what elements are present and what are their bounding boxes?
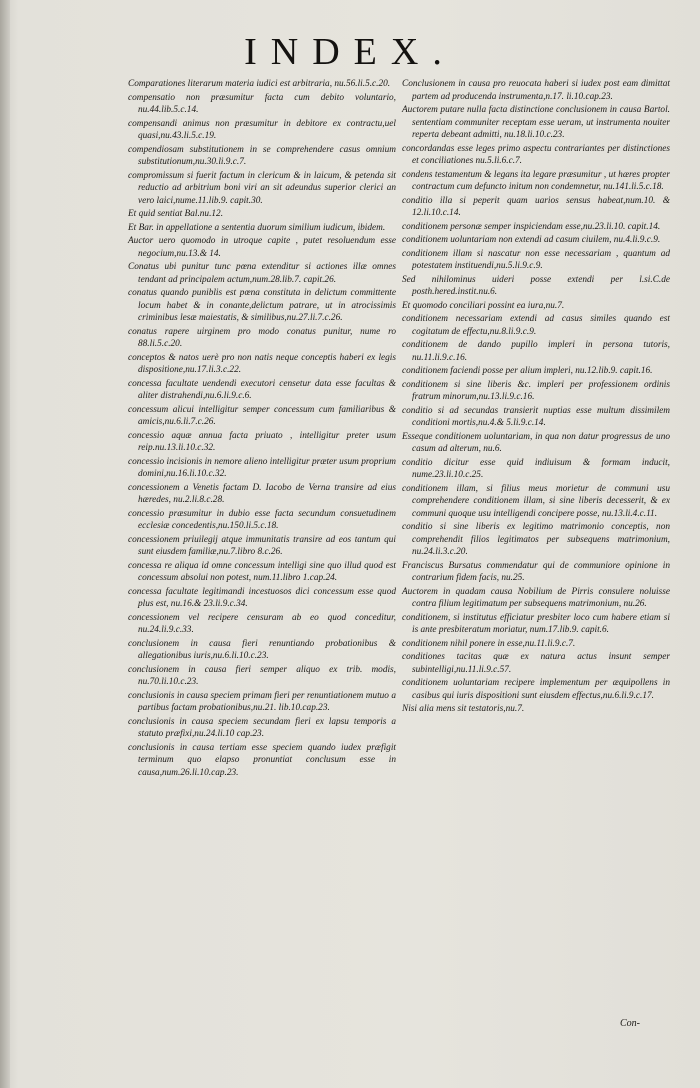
index-entry: conditio si ad secundas transierit nuptias esse multum dissimilem conditioni mortis,nu.4.& 5.li.9.c.14. xyxy=(402,405,670,428)
right-column xyxy=(402,78,670,717)
index-entry: conditionem uoluntariam non extendi ad casum ciuilem, nu.4.li.9.c.9. xyxy=(402,235,661,245)
index-entry: conditionem faciendi posse per alium impleri, nu.12.lib.9. capit.16. xyxy=(402,366,653,376)
index-entry: concessa re aliqua id omne concessum intelligi sine quo illud quod est concessum absolui non potest, num.11.libro 1.cap.24. xyxy=(128,560,396,583)
index-entry: concessionem a Venetis factam D. Iacobo de Verna transire ad eius hæredes, nu.2.li.8.c.28. xyxy=(128,482,396,505)
index-entry: conditiones tacitas quæ ex natura actus insunt semper subintelligi,nu.11.li.9.c.57. xyxy=(402,652,670,675)
index-entry: concessionem priuilegij atque immunitatis transire ad eos tantum qui sunt eiusdem familiæ,nu.7.libro 8.c.26. xyxy=(128,534,396,557)
index-entry: conditionem si sine liberis &c. impleri per professionem ordinis fratrum minorum,nu.13.li.9.c.16. xyxy=(402,379,670,402)
index-entry: concordandas esse leges primo aspectu contrariantes per distinctiones et conciliationes nu.5.li.6.c.7. xyxy=(402,143,670,166)
index-entry: Et Bar. in appellatione a sententia duorum similium iudicum, ibidem. xyxy=(128,222,386,233)
index-entry: conditionem necessariam extendi ad casus similes quando est cogitatum de effectu,nu.8.li.9.c.9. xyxy=(402,314,670,337)
index-entry: conditionem personæ semper inspiciendam esse,nu.23.li.10. capit.14. xyxy=(402,221,661,232)
index-entry: Conclusionem in causa pro reuocata haberi si iudex post eam dimittat partem ad producenda instrumenta,n.17. li.10.cap.23. xyxy=(402,79,670,102)
index-entry: concessionem vel recipere censuram ab eo quod conceditur, nu.24.li.9.c.33. xyxy=(128,612,396,635)
index-entry: concessa facultate uendendi executori censetur data esse facultas & aliter distrahendi,nu.6.li.9.c.6. xyxy=(128,378,396,401)
index-entry: concessio aquæ annua facta priuato , intelligitur preter usum reip.nu.13.li.10.c.32. xyxy=(128,430,396,453)
index-entry: conclusionis in causa tertiam esse speciem quando iudex præfigit terminum quo elapso pronuntiat conclusum esse in causa,num.26.li.10.cap.23. xyxy=(128,742,396,778)
index-entry: conclusionem in causa fieri renuntiando probationibus & allegationibus iuris,nu.6.li.10.c.23. xyxy=(128,638,396,661)
index-entry: conclusionis in causa speciem primam fieri per renuntiationem mutuo a partibus factam probationibus,nu.21. lib.10.cap.23. xyxy=(128,690,396,713)
index-entry: Esseque conditionem uoluntariam, in qua non datur progressus de uno casum ad alterum, nu.6. xyxy=(402,431,670,454)
left-column xyxy=(128,78,396,780)
index-entry: conatus rapere uirginem pro modo conatus punitur, nume ro 88.li.5.c.20. xyxy=(128,326,396,349)
index-entry: concessio incisionis in nemore alieno intelligitur præter usum proprium domini,nu.16.li.10.c.32. xyxy=(128,456,396,479)
index-entry: Et quid sentiat Bal.nu.12. xyxy=(128,209,224,219)
index-entry: Auctor uero quomodo in utroque capite , putet resoluendum esse negocium,nu.13.& 14. xyxy=(128,236,396,259)
index-entry: Conatus ubi punitur tunc pœna extenditur si actiones illæ omnes tendant ad principalem actum,num.28.lib.7. capit.26. xyxy=(128,262,396,285)
index-entry: conclusionem in causa fieri semper aliquo ex trib. modis, nu.70.li.10.c.23. xyxy=(128,664,396,687)
index-entry: Auctorem putare nulla facta distinctione conclusionem in causa Bartol. sententiam communiter receptam esse ueram, ut instrumenta nouiter reperta debeant admitti, nu.18.li.10.c.23. xyxy=(402,105,670,140)
index-entry: concessa facultate legitimandi incestuosos dici concessum esse quod plus est, nu.16.& 23.li.9.c.34. xyxy=(128,586,396,609)
index-entry: conceptos & natos uerè pro non natis neque conceptis haberi ex legis dispositione,nu.17.li.3.c.22. xyxy=(128,352,396,375)
index-entry: compensatio non præsumitur facta cum debito voluntario, nu.44.lib.5.c.14. xyxy=(128,92,396,115)
index-entry: Auctorem in quadam causa Nobilium de Pirris consulere noluisse contra filium legitimatum per subsequens matrimonium, nu.26. xyxy=(402,586,670,609)
binding-gutter xyxy=(0,0,10,1088)
index-entry: conditio illa si peperit quam uarios sensus habeat,num.10. & 12.li.10.c.14. xyxy=(402,195,670,218)
index-entry: Franciscus Bursatus commendatur qui de communiore opinione in contrarium fidem facis, nu.25. xyxy=(402,560,670,583)
index-entry: Nisi alia mens sit testatoris,nu.7. xyxy=(402,704,525,714)
index-entry: Comparationes literarum materia iudici est arbitraria, nu.56.li.5.c.20. xyxy=(128,79,391,89)
index-entry: conditio dicitur esse quid indiuisum & formam inducit, nume.23.li.10.c.25. xyxy=(402,457,670,480)
index-entry: conditionem nihil ponere in esse,nu.11.li.9.c.7. xyxy=(402,638,576,649)
index-entry: conatus quando puniblis est pœna constituta in delictum committente locum habet & in conante,delictum patrare, ut in atrocissimis criminibus lesæ maiestatis, & similibus,nu.27.li.7.c.26. xyxy=(128,288,396,323)
index-entry: concessum alicui intelligitur semper concessum cum familiaribus & amicis,nu.6.li.7.c.26. xyxy=(128,404,396,427)
index-entry: Et quomodo conciliari possint ea iura,nu.7. xyxy=(402,300,565,311)
page-title: INDEX. xyxy=(244,31,456,73)
index-entry: conditionem, si institutus efficiatur presbiter loco cum habere etiam si is ante presbiteratum moriatur, num.17.lib.9. capit.6. xyxy=(402,612,670,635)
index-entry: concessio præsumitur in dubio esse facta secundum consuetudinem ecclesiæ concedentis,nu.150.li.5.c.18. xyxy=(128,508,396,531)
index-entry: conditionem uoluntariam recipere implementum per æquipollens in casibus qui iuris dispositioni sunt eiusdem effectus,nu.6.li.9.c.17. xyxy=(402,678,670,701)
index-entry: conditionem illam, si filius meus morietur de communi usu comprehendere conditionem illam, si sine liberis decesserit, & ex communi quoque usu intelligendi concipere posse, nu.13.li.4.c.11. xyxy=(402,483,670,519)
index-entry: condens testamentum & legans ita legare præsumitur , ut hæres propter contractum cum defuncto initum non condemnetur, nu.141.li.5.c.18. xyxy=(402,169,670,192)
index-entry: conditionem illam si nascatur non esse necessariam , quantum ad potestatem instituendi,nu.5.li.9.c.9. xyxy=(402,248,670,271)
index-entry: Sed nihilominus uideri posse extendi per l.si.C.de posth.hered.instit.nu.6. xyxy=(402,274,670,297)
index-entry: compensandi animus non præsumitur in debitore ex contractu,uel quasi,nu.43.li.5.c.19. xyxy=(128,118,396,141)
catchword: Con- xyxy=(620,1018,640,1029)
index-entry: conclusionis in causa speciem secundam fieri ex lapsu temporis a statuto præfixi,nu.24.li.10 cap.23. xyxy=(128,716,396,739)
index-entry: conditionem de dando pupillo impleri in persona tutoris, nu.11.li.9.c.16. xyxy=(402,340,670,363)
index-entry: conditio si sine liberis ex legitimo matrimonio conceptis, non comprehendit filios legitimatos per subsequens matrimonium, nu.24.li.3.c.20. xyxy=(402,522,670,557)
index-entry: compendiosam substitutionem in se comprehendere casus omnium substitutionum,nu.30.li.9.c.7. xyxy=(128,144,396,167)
index-entry: compromissum si fuerit factum in clericum & in laicum, & petenda sit reductio ad arbitrium boni viri an sit adeundus superior clerici an vero laici,nume.11.lib.9. capit.30. xyxy=(128,170,396,206)
